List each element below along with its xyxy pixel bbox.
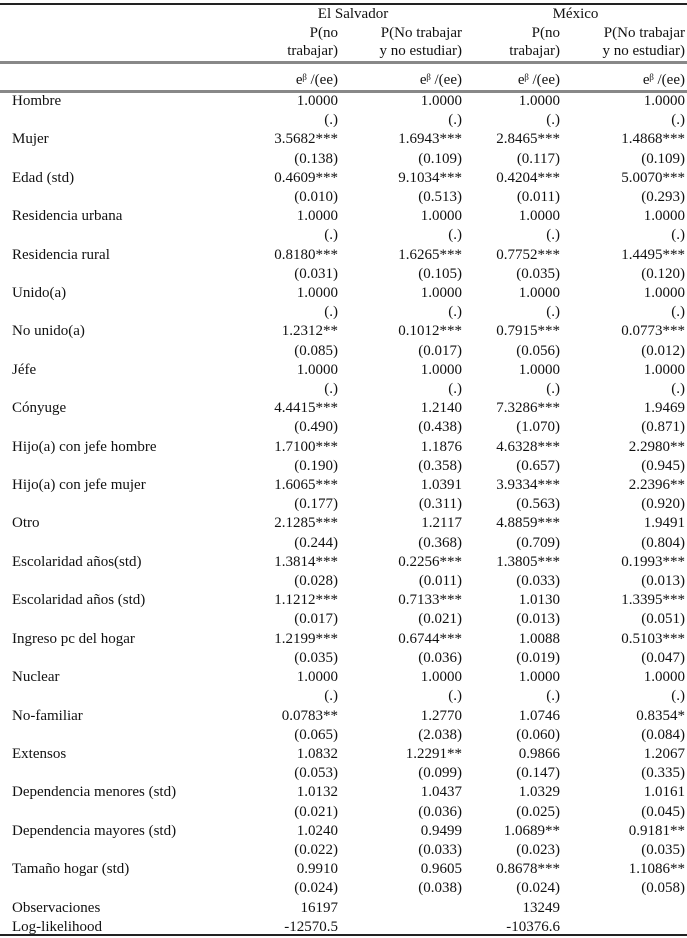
cell-value: 1.2199*** bbox=[274, 630, 338, 647]
cell-value: 1.0000 bbox=[518, 93, 560, 109]
cell-value: (0.177) bbox=[294, 496, 338, 513]
cell-value: 1.0832 bbox=[296, 745, 338, 762]
cell-value: (0.035) bbox=[294, 649, 338, 666]
se-row bbox=[0, 150, 687, 169]
coef-row bbox=[0, 668, 687, 687]
cell-value: 1.0000 bbox=[296, 669, 338, 686]
cell-value: (0.021) bbox=[294, 803, 338, 820]
coef-row bbox=[0, 284, 687, 303]
cell-value: 1.3814*** bbox=[274, 553, 338, 570]
row-label: Residencia urbana bbox=[12, 208, 123, 225]
row-label bbox=[0, 572, 242, 591]
col-title: y no estudiar) bbox=[379, 43, 462, 59]
coef-row bbox=[0, 822, 687, 841]
cell-value: -10376.6 bbox=[506, 918, 560, 935]
cell-value: 2.2396** bbox=[628, 477, 685, 494]
cell-value: 1.4495*** bbox=[621, 246, 685, 263]
cell-value: 7.3286*** bbox=[496, 400, 560, 417]
cell-value: (0.011) bbox=[516, 189, 560, 206]
cell-value: (0.060) bbox=[516, 726, 560, 743]
cell-value: 1.0000 bbox=[643, 208, 685, 225]
cell-value: (0.022) bbox=[294, 841, 338, 858]
se-row bbox=[0, 534, 687, 553]
row-label bbox=[0, 764, 242, 783]
cell-value: 16197 bbox=[300, 899, 338, 916]
cell-value: 1.0437 bbox=[420, 784, 462, 801]
se-row bbox=[0, 841, 687, 860]
stat-label: eᵝ /(ee) bbox=[642, 72, 685, 88]
row-label: Escolaridad años(std) bbox=[12, 553, 142, 570]
row-label: Edad (std) bbox=[12, 169, 75, 186]
cell-value: 1.0000 bbox=[420, 93, 462, 109]
cell-value: (0.045) bbox=[641, 803, 685, 820]
se-row bbox=[0, 687, 687, 706]
cell-value: 0.2256*** bbox=[398, 553, 462, 570]
cell-value: 2.2980** bbox=[628, 438, 685, 455]
row-label bbox=[0, 380, 242, 399]
cell-value: (0.335) bbox=[641, 765, 685, 782]
row-label: Nuclear bbox=[12, 669, 60, 686]
row-label: No-familiar bbox=[12, 707, 83, 724]
coef-row bbox=[0, 553, 687, 572]
cell-value bbox=[562, 899, 687, 918]
cell-value: 1.0000 bbox=[420, 361, 462, 378]
row-label bbox=[0, 342, 242, 361]
se-row bbox=[0, 879, 687, 898]
cell-value: (0.058) bbox=[641, 880, 685, 897]
cell-value: (0.047) bbox=[641, 649, 685, 666]
se-row bbox=[0, 265, 687, 284]
cell-value: 0.9910 bbox=[296, 861, 338, 878]
se-row bbox=[0, 610, 687, 629]
cell-value: (.) bbox=[324, 227, 338, 244]
cell-value: 1.7100*** bbox=[274, 438, 338, 455]
cell-value: 1.2067 bbox=[643, 745, 685, 762]
cell-value: 1.0000 bbox=[643, 669, 685, 686]
cell-value: (0.513) bbox=[418, 189, 462, 206]
cell-value: 0.9499 bbox=[420, 822, 462, 839]
cell-value: (.) bbox=[448, 112, 462, 129]
row-label bbox=[0, 687, 242, 706]
cell-value: 13249 bbox=[522, 899, 560, 916]
cell-value: 1.0240 bbox=[296, 822, 338, 839]
cell-value: 1.0000 bbox=[643, 285, 685, 302]
cell-value: (0.563) bbox=[516, 496, 560, 513]
cell-value: 1.3805*** bbox=[496, 553, 560, 570]
cell-value: 1.2140 bbox=[420, 400, 462, 417]
coef-row bbox=[0, 783, 687, 802]
cell-value: (0.012) bbox=[641, 342, 685, 359]
cell-value: (0.138) bbox=[294, 150, 338, 167]
cell-value: 1.0000 bbox=[296, 361, 338, 378]
cell-value: 1.0391 bbox=[420, 477, 462, 494]
cell-value: (.) bbox=[546, 112, 560, 129]
cell-value: 0.8678*** bbox=[496, 861, 560, 878]
cell-value: (0.147) bbox=[516, 765, 560, 782]
col-title: P(No trabajar bbox=[380, 24, 462, 41]
cell-value: (0.053) bbox=[294, 765, 338, 782]
coef-row bbox=[0, 361, 687, 380]
coef-row bbox=[0, 707, 687, 726]
cell-value: (.) bbox=[324, 304, 338, 321]
cell-value: 4.8859*** bbox=[496, 515, 560, 532]
cell-value: 1.6065*** bbox=[274, 477, 338, 494]
cell-value: (0.035) bbox=[516, 265, 560, 282]
bottom-rule bbox=[0, 934, 687, 936]
cell-value: (0.084) bbox=[641, 726, 685, 743]
se-row bbox=[0, 803, 687, 822]
cell-value: (0.099) bbox=[418, 765, 462, 782]
row-label bbox=[0, 150, 242, 169]
se-row bbox=[0, 342, 687, 361]
cell-value: 2.1285*** bbox=[274, 515, 338, 532]
cell-value: 0.1993*** bbox=[621, 553, 685, 570]
cell-value: 1.2291** bbox=[405, 745, 462, 762]
cell-value: 1.0000 bbox=[518, 361, 560, 378]
cell-value: 1.0000 bbox=[420, 285, 462, 302]
cell-value: 1.6943*** bbox=[398, 131, 462, 148]
cell-value: 0.5103*** bbox=[621, 630, 685, 647]
header-rule bbox=[0, 61, 687, 64]
row-label: Dependencia menores (std) bbox=[12, 784, 177, 801]
cell-value: 0.9866 bbox=[518, 745, 560, 762]
cell-value: (.) bbox=[671, 304, 685, 321]
cell-value: 1.0000 bbox=[296, 285, 338, 302]
cell-value: (0.024) bbox=[516, 880, 560, 897]
cell-value: (0.033) bbox=[418, 841, 462, 858]
coef-row bbox=[0, 514, 687, 533]
cell-value: 0.9181** bbox=[628, 822, 685, 839]
cell-value: 0.1012*** bbox=[398, 323, 462, 340]
cell-value: 1.0000 bbox=[420, 208, 462, 225]
cell-value: (0.056) bbox=[516, 342, 560, 359]
col-title: P(no bbox=[531, 24, 560, 41]
row-label bbox=[0, 534, 242, 553]
row-label: Cónyuge bbox=[12, 400, 67, 417]
cell-value: (0.028) bbox=[294, 573, 338, 590]
cell-value: (.) bbox=[324, 112, 338, 129]
cell-value: (0.036) bbox=[418, 803, 462, 820]
cell-value: (0.031) bbox=[294, 265, 338, 282]
cell-value: 1.2770 bbox=[420, 707, 462, 724]
cell-value: (0.117) bbox=[516, 150, 560, 167]
cell-value: (.) bbox=[448, 227, 462, 244]
cell-value: (0.490) bbox=[294, 419, 338, 436]
cell-value: (.) bbox=[546, 227, 560, 244]
cell-value: 1.0000 bbox=[518, 285, 560, 302]
cell-value: (0.035) bbox=[641, 841, 685, 858]
cell-value: (.) bbox=[546, 381, 560, 398]
row-label bbox=[0, 495, 242, 514]
cell-value: (.) bbox=[546, 304, 560, 321]
coef-row bbox=[0, 399, 687, 418]
cell-value: (.) bbox=[671, 227, 685, 244]
cell-value: (0.311) bbox=[418, 496, 462, 513]
table-body bbox=[0, 92, 687, 937]
cell-value: (0.033) bbox=[516, 573, 560, 590]
cell-value: (0.109) bbox=[641, 150, 685, 167]
cell-value: (0.065) bbox=[294, 726, 338, 743]
se-row bbox=[0, 418, 687, 437]
se-row bbox=[0, 380, 687, 399]
cell-value: 0.8180*** bbox=[274, 246, 338, 263]
cell-value: 1.0000 bbox=[643, 93, 685, 109]
cell-value: (0.293) bbox=[641, 189, 685, 206]
cell-value: 1.1876 bbox=[420, 438, 462, 455]
col-title: trabajar) bbox=[509, 43, 560, 59]
coef-row bbox=[0, 246, 687, 265]
cell-value: (0.017) bbox=[294, 611, 338, 628]
cell-value: (1.070) bbox=[516, 419, 560, 436]
cell-value: 0.0783** bbox=[281, 707, 338, 724]
cell-value: (.) bbox=[546, 688, 560, 705]
cell-value: 1.0000 bbox=[518, 208, 560, 225]
cell-value bbox=[340, 899, 464, 918]
row-label: Log-likelihood bbox=[12, 918, 102, 935]
cell-value: 1.9491 bbox=[643, 515, 685, 532]
row-label bbox=[0, 726, 242, 745]
cell-value: 3.5682*** bbox=[274, 131, 338, 148]
group-mexico: México bbox=[552, 6, 599, 22]
se-row bbox=[0, 226, 687, 245]
cell-value: (0.368) bbox=[418, 534, 462, 551]
stat-label: eᵝ /(ee) bbox=[295, 72, 338, 88]
cell-value: (0.244) bbox=[294, 534, 338, 551]
coef-row bbox=[0, 130, 687, 149]
se-row bbox=[0, 649, 687, 668]
col-title: y no estudiar) bbox=[602, 43, 685, 59]
cell-value: (0.036) bbox=[418, 649, 462, 666]
cell-value: 1.9469 bbox=[643, 400, 685, 417]
cell-value: (0.105) bbox=[418, 265, 462, 282]
cell-value: 0.0773*** bbox=[621, 323, 685, 340]
cell-value: (0.051) bbox=[641, 611, 685, 628]
row-label: Hijo(a) con jefe hombre bbox=[12, 438, 157, 455]
coef-row bbox=[0, 438, 687, 457]
cell-value: 0.7133*** bbox=[398, 592, 462, 609]
cell-value: 5.0070*** bbox=[621, 169, 685, 186]
cell-value: (.) bbox=[448, 381, 462, 398]
row-label bbox=[0, 879, 242, 898]
cell-value: 4.6328*** bbox=[496, 438, 560, 455]
table-header bbox=[0, 5, 687, 61]
row-label: Extensos bbox=[12, 745, 67, 762]
col-title: trabajar) bbox=[287, 43, 338, 59]
footer-row bbox=[0, 899, 687, 918]
row-label: Otro bbox=[12, 515, 40, 532]
cell-value: 1.0161 bbox=[643, 784, 685, 801]
cell-value: 1.0088 bbox=[518, 630, 560, 647]
cell-value: 1.0329 bbox=[518, 784, 560, 801]
coef-row bbox=[0, 169, 687, 188]
cell-value: 9.1034*** bbox=[398, 169, 462, 186]
row-label: Tamaño hogar (std) bbox=[12, 861, 130, 878]
cell-value: 1.0000 bbox=[296, 93, 338, 109]
cell-value: 1.0000 bbox=[643, 361, 685, 378]
se-row bbox=[0, 111, 687, 130]
cell-value: 0.6744*** bbox=[398, 630, 462, 647]
cell-value: 0.9605 bbox=[420, 861, 462, 878]
cell-value: (0.011) bbox=[418, 573, 462, 590]
cell-value: (.) bbox=[324, 688, 338, 705]
coef-row bbox=[0, 207, 687, 226]
cell-value: (2.038) bbox=[418, 726, 462, 743]
row-label: Unido(a) bbox=[12, 285, 67, 302]
cell-value: 1.0132 bbox=[296, 784, 338, 801]
cell-value: (0.024) bbox=[294, 880, 338, 897]
se-row bbox=[0, 495, 687, 514]
row-label bbox=[0, 841, 242, 860]
cell-value: (0.025) bbox=[516, 803, 560, 820]
col-title: P(no bbox=[309, 24, 338, 41]
se-row bbox=[0, 303, 687, 322]
cell-value: 4.4415*** bbox=[274, 400, 338, 417]
cell-value: (0.190) bbox=[294, 457, 338, 474]
row-label: Dependencia mayores (std) bbox=[12, 822, 177, 839]
cell-value: (.) bbox=[671, 688, 685, 705]
col-title: P(No trabajar bbox=[603, 24, 685, 41]
row-label bbox=[0, 649, 242, 668]
cell-value: (0.120) bbox=[641, 265, 685, 282]
cell-value: 3.9334*** bbox=[496, 477, 560, 494]
coef-row bbox=[0, 630, 687, 649]
stat-label-row bbox=[0, 71, 687, 90]
cell-value: (0.804) bbox=[641, 534, 685, 551]
row-label: Observaciones bbox=[12, 899, 101, 916]
cell-value: (0.038) bbox=[418, 880, 462, 897]
cell-value: (0.019) bbox=[516, 649, 560, 666]
cell-value: 1.0130 bbox=[518, 592, 560, 609]
row-label bbox=[0, 610, 242, 629]
coef-row bbox=[0, 591, 687, 610]
cell-value: (.) bbox=[671, 112, 685, 129]
coef-row bbox=[0, 745, 687, 764]
cell-value: 1.6265*** bbox=[398, 246, 462, 263]
cell-value: (0.657) bbox=[516, 457, 560, 474]
row-label bbox=[0, 111, 242, 130]
se-row bbox=[0, 188, 687, 207]
stat-label: eᵝ /(ee) bbox=[517, 72, 560, 88]
cell-value: 1.0000 bbox=[420, 669, 462, 686]
cell-value: (.) bbox=[448, 304, 462, 321]
cell-value: (0.358) bbox=[418, 457, 462, 474]
stat-label: eᵝ /(ee) bbox=[419, 72, 462, 88]
se-row bbox=[0, 764, 687, 783]
row-label: Hijo(a) con jefe mujer bbox=[12, 477, 146, 494]
row-label bbox=[0, 803, 242, 822]
cell-value: (0.010) bbox=[294, 189, 338, 206]
row-label bbox=[0, 303, 242, 322]
coef-row bbox=[0, 322, 687, 341]
cell-value: 0.4609*** bbox=[274, 169, 338, 186]
cell-value: 2.8465*** bbox=[496, 131, 560, 148]
row-label: Hombre bbox=[12, 93, 62, 109]
coef-row bbox=[0, 860, 687, 879]
cell-value: (0.013) bbox=[516, 611, 560, 628]
group-el-salvador: El Salvador bbox=[317, 6, 389, 22]
cell-value: 1.0000 bbox=[518, 669, 560, 686]
cell-value: 0.7915*** bbox=[496, 323, 560, 340]
se-row bbox=[0, 572, 687, 591]
cell-value: 1.3395*** bbox=[621, 592, 685, 609]
cell-value: (0.013) bbox=[641, 573, 685, 590]
cell-value: 1.1212*** bbox=[274, 592, 338, 609]
cell-value: (.) bbox=[448, 688, 462, 705]
cell-value: 1.1086** bbox=[628, 861, 685, 878]
cell-value: 1.0000 bbox=[296, 208, 338, 225]
cell-value: (0.438) bbox=[418, 419, 462, 436]
row-label: Mujer bbox=[12, 131, 49, 148]
cell-value: (0.023) bbox=[516, 841, 560, 858]
row-label: Escolaridad años (std) bbox=[12, 592, 146, 609]
cell-value: (0.085) bbox=[294, 342, 338, 359]
row-label: Ingreso pc del hogar bbox=[12, 630, 135, 647]
cell-value: -12570.5 bbox=[284, 918, 338, 935]
cell-value: (0.017) bbox=[418, 342, 462, 359]
coef-row bbox=[0, 92, 687, 111]
row-label: Jéfe bbox=[12, 361, 37, 378]
row-label bbox=[0, 457, 242, 476]
se-row bbox=[0, 726, 687, 745]
row-label: Residencia rural bbox=[12, 246, 110, 263]
cell-value: (0.945) bbox=[641, 457, 685, 474]
cell-value: 1.0689** bbox=[503, 822, 560, 839]
row-label bbox=[0, 418, 242, 437]
cell-value: 1.2117 bbox=[421, 515, 462, 532]
row-label bbox=[0, 265, 242, 284]
coef-row bbox=[0, 476, 687, 495]
cell-value: 0.8354* bbox=[636, 707, 685, 724]
cell-value: (0.920) bbox=[641, 496, 685, 513]
cell-value: 0.7752*** bbox=[496, 246, 560, 263]
cell-value: (0.109) bbox=[418, 150, 462, 167]
cell-value: (0.021) bbox=[418, 611, 462, 628]
cell-value: (.) bbox=[324, 381, 338, 398]
cell-value: (0.871) bbox=[641, 419, 685, 436]
row-label bbox=[0, 188, 242, 207]
cell-value: 1.4868*** bbox=[621, 131, 685, 148]
row-label: No unido(a) bbox=[12, 323, 85, 340]
cell-value: 1.0746 bbox=[518, 707, 560, 724]
cell-value: 0.4204*** bbox=[496, 169, 560, 186]
cell-value: 1.2312** bbox=[281, 323, 338, 340]
cell-value: (.) bbox=[671, 381, 685, 398]
row-label bbox=[0, 226, 242, 245]
cell-value: (0.709) bbox=[516, 534, 560, 551]
se-row bbox=[0, 457, 687, 476]
